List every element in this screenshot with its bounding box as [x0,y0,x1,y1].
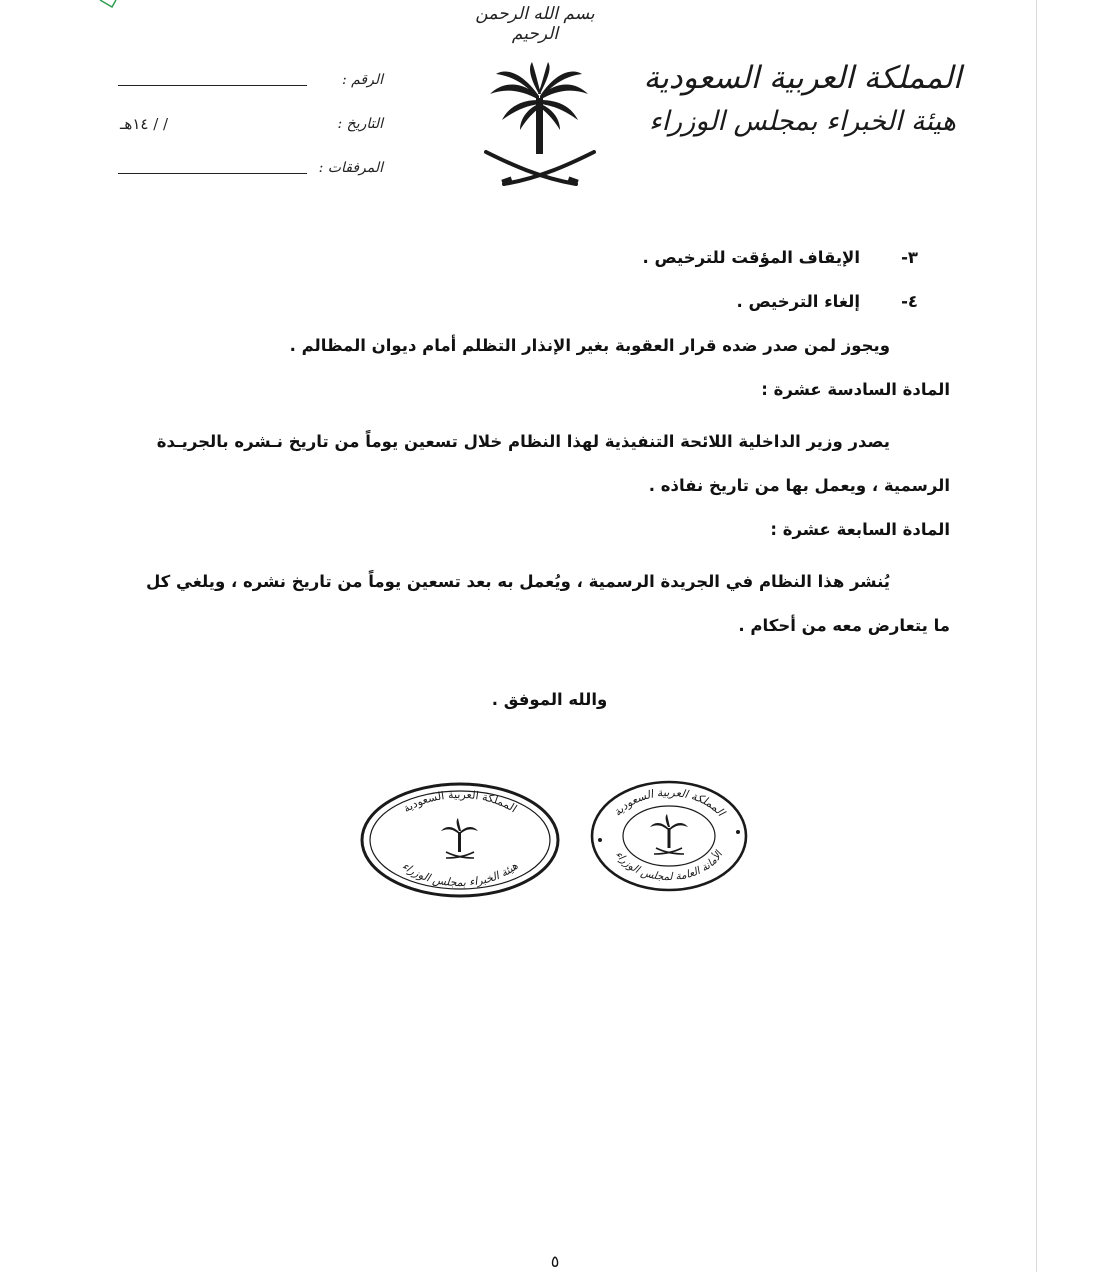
list-item-text: إلغاء الترخيص . [736,292,860,311]
article-17-heading: المادة السابعة عشرة : [770,520,950,539]
page-number: ٥ [550,1252,560,1271]
svg-text:المملكة العربية السعودية [401,788,519,815]
list-item-number: ٤- [901,292,918,311]
document-body [140,236,950,648]
date-label: التاريخ : [337,116,383,132]
attachments-line [118,173,307,174]
official-seal-right [590,780,748,892]
seal-emblem-icon [441,818,478,858]
appeal-paragraph: ويجوز لمن صدر ضده قرار العقوبة بغير الإنذار التظلم أمام ديوان المظالم . [289,336,890,355]
palm-and-swords-emblem-icon [480,60,600,192]
seal-emblem-icon [650,814,688,854]
date-row [118,102,383,146]
seal-left-top-text: المملكة العربية السعودية [400,787,520,816]
basmala: بسم الله الرحمن الرحيم [475,4,595,44]
reference-number-row [118,58,383,102]
closing-phrase: والله الموفق . [491,690,608,709]
list-item-text: الإيقاف المؤقت للترخيص . [642,248,860,267]
article-16-text-line-2: الرسمية ، ويعمل بها من تاريخ نفاذه . [648,476,950,495]
seal-right-bottom-text: الأمانة العامة لمجلس الوزراء [612,849,726,884]
reference-number-label: الرقم : [341,72,383,88]
official-seal-left [360,782,560,898]
seal-left-bottom-text: هيئة الخبراء بمجلس الوزراء [399,859,521,890]
article-16-heading: المادة السادسة عشرة : [761,380,950,399]
list-item [140,236,950,280]
letterhead-organization [640,56,965,144]
org-name-line-1: المملكة العربية السعودية [643,60,962,96]
reference-number-line [118,85,307,86]
seal-right-top-text: المملكة العربية السعودية [610,785,728,819]
article-17-text-line-1: يُنشر هذا النظام في الجريدة الرسمية ، ويُعمل به بعد تسعين يوماً من تاريخ نشره ، ويلغي كل [145,572,890,591]
org-name-line-2: هيئة الخبراء بمجلس الوزراء [648,106,957,137]
svg-text:هيئة الخبراء بمجلس الوزراء [400,859,521,889]
letterhead-reference-fields [118,58,383,190]
list-item [140,280,950,324]
article-17-text-line-2: ما يتعارض معه من أحكام . [738,616,950,635]
list-item-number: ٣- [901,248,918,267]
attachments-row [118,146,383,190]
article-16-text-line-1: يصدر وزير الداخلية اللائحة التنفيذية لهذا النظام خلال تسعين يوماً من تاريخ نـشره بالجريـدة [156,432,890,451]
page-edge-line [1036,0,1037,1272]
corner-mark-icon [0,0,120,10]
attachments-label: المرفقات : [318,160,383,176]
date-value: / / ١٤هـ [120,115,169,133]
